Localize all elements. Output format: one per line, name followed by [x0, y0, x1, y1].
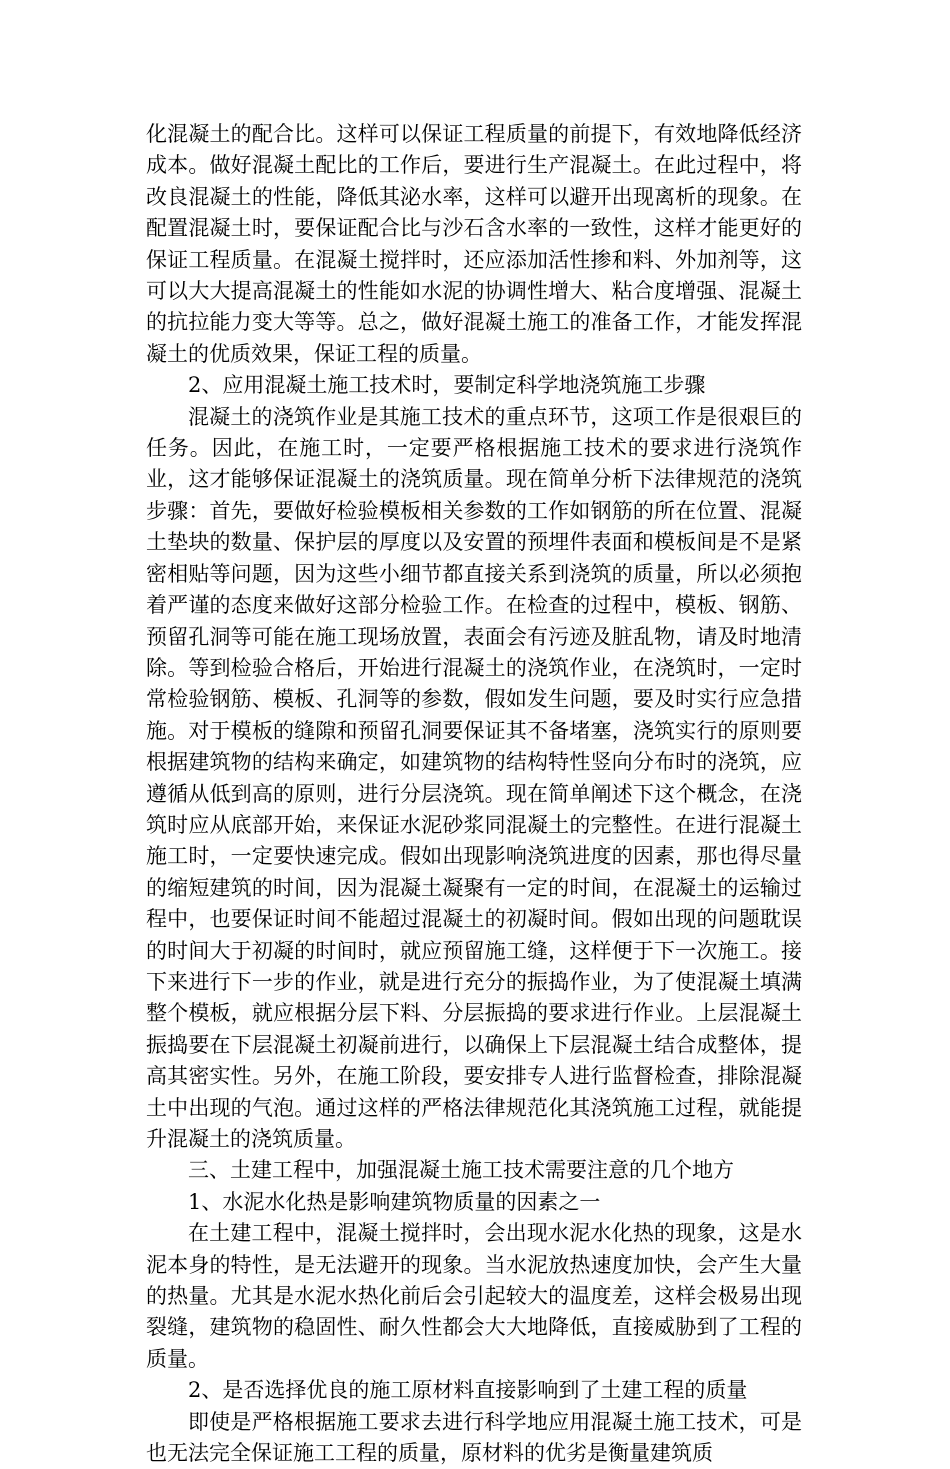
heading-hydration-heat: 1、水泥水化热是影响建筑物质量的因素之一 [188, 1189, 601, 1214]
paragraph-pouring-process: 混凝土的浇筑作业是其施工技术的重点环节，这项工作是很艰巨的任务。因此，在施工时，一定要严格根据施工技术的要求进行浇筑作业，这才能够保证混凝土的浇筑质量。现在简单分析下法律规范的浇筑步骤：首先，要做好检验模板相关参数的工作如钢筋的所在位置、混凝土垫块的数量、保护层的厚度以及安置的预埋件表面和模板间是不是紧密相贴等问题，因为这些小细节都直接关系到浇筑的质量，所以必须抱着严谨的态度来做好这部分检验工作。在检查的过程中，模板、钢筋、预留孔洞等可能在施工现场放置，表面会有污迹及脏乱物，请及时地清除。等到检验合格后，开始进行混凝土的浇筑作业，在浇筑时，一定时常检验钢筋、模板、孔洞等的参数，假如发生问题，要及时实行应急措施。对于模板的缝隙和预留孔洞要保证其不备堵塞，浇筑实行的原则要根据建筑物的结构来确定，如建筑物的结构特性竖向分布时的浇筑，应遵循从低到高的原则，进行分层浇筑。现在简单阐述下这个概念，在浇筑时应从底部开始，来保证水泥砂浆同混凝土的完整性。在进行混凝土施工时，一定要快速完成。假如出现影响浇筑进度的因素，那也得尽量的缩短建筑的时间，因为混凝土凝聚有一定的时间，在混凝土的运输过程中，也要保证时间不能超过混凝土的初凝时间。假如出现的问题耽误的时间大于初凝的时间时，就应预留施工缝，这样便于下一次施工。接下来进行下一步的作业，就是进行充分的振捣作业，为了使混凝土填满整个模板，就应根据分层下料、分层振捣的要求进行作业。上层混凝土振捣要在下层混凝土初凝前进行，以确保上下层混凝土结合成整体，提高其密实性。另外，在施工阶段，要安排专人进行监督检查，排除混凝土中出现的气泡。通过这样的严格法律规范化其浇筑施工过程，就能提升混凝土的浇筑质量。 [146, 404, 802, 1151]
heading-section-three: 三、土建工程中，加强混凝土施工技术需要注意的几个地方 [188, 1158, 734, 1183]
heading-pouring-steps: 2、应用混凝土施工技术时，要制定科学地浇筑施工步骤 [188, 373, 706, 398]
heading-raw-materials: 2、是否选择优良的施工原材料直接影响到了土建工程的质量 [188, 1378, 748, 1403]
paragraph-mix-ratio: 化混凝土的配合比。这样可以保证工程质量的前提下，有效地降低经济成本。做好混凝土配比的工作后，要进行生产混凝土。在此过程中，将改良混凝土的性能，降低其泌水率，这样可以避开出现离析的现象。在配置混凝土时，要保证配合比与沙石含水率的一致性，这样才能更好的保证工程质量。在混凝土搅拌时，还应添加活性掺和料、外加剂等，这可以大大提高混凝土的性能如水泥的协调性增大、粘合度增强、混凝土的抗拉能力变大等等。总之，做好混凝土施工的准备工作，才能发挥混凝土的优质效果，保证工程的质量。 [146, 122, 802, 366]
paragraph-raw-materials: 即使是严格根据施工要求去进行科学地应用混凝土施工技术，可是也无法完全保证施工工程的质量，原材料的优劣是衡量建筑质 [146, 1409, 802, 1466]
paragraph-hydration-heat: 在土建工程中，混凝土搅拌时，会出现水泥水化热的现象，这是水泥本身的特性，是无法避开的现象。当水泥放热速度加快，会产生大量的热量。尤其是水泥水热化前后会引起较大的温度差，这样会极易出现裂缝，建筑物的稳固性、耐久性都会大大地降低，直接威胁到了工程的质量。 [146, 1221, 802, 1371]
document-body [146, 119, 802, 1469]
